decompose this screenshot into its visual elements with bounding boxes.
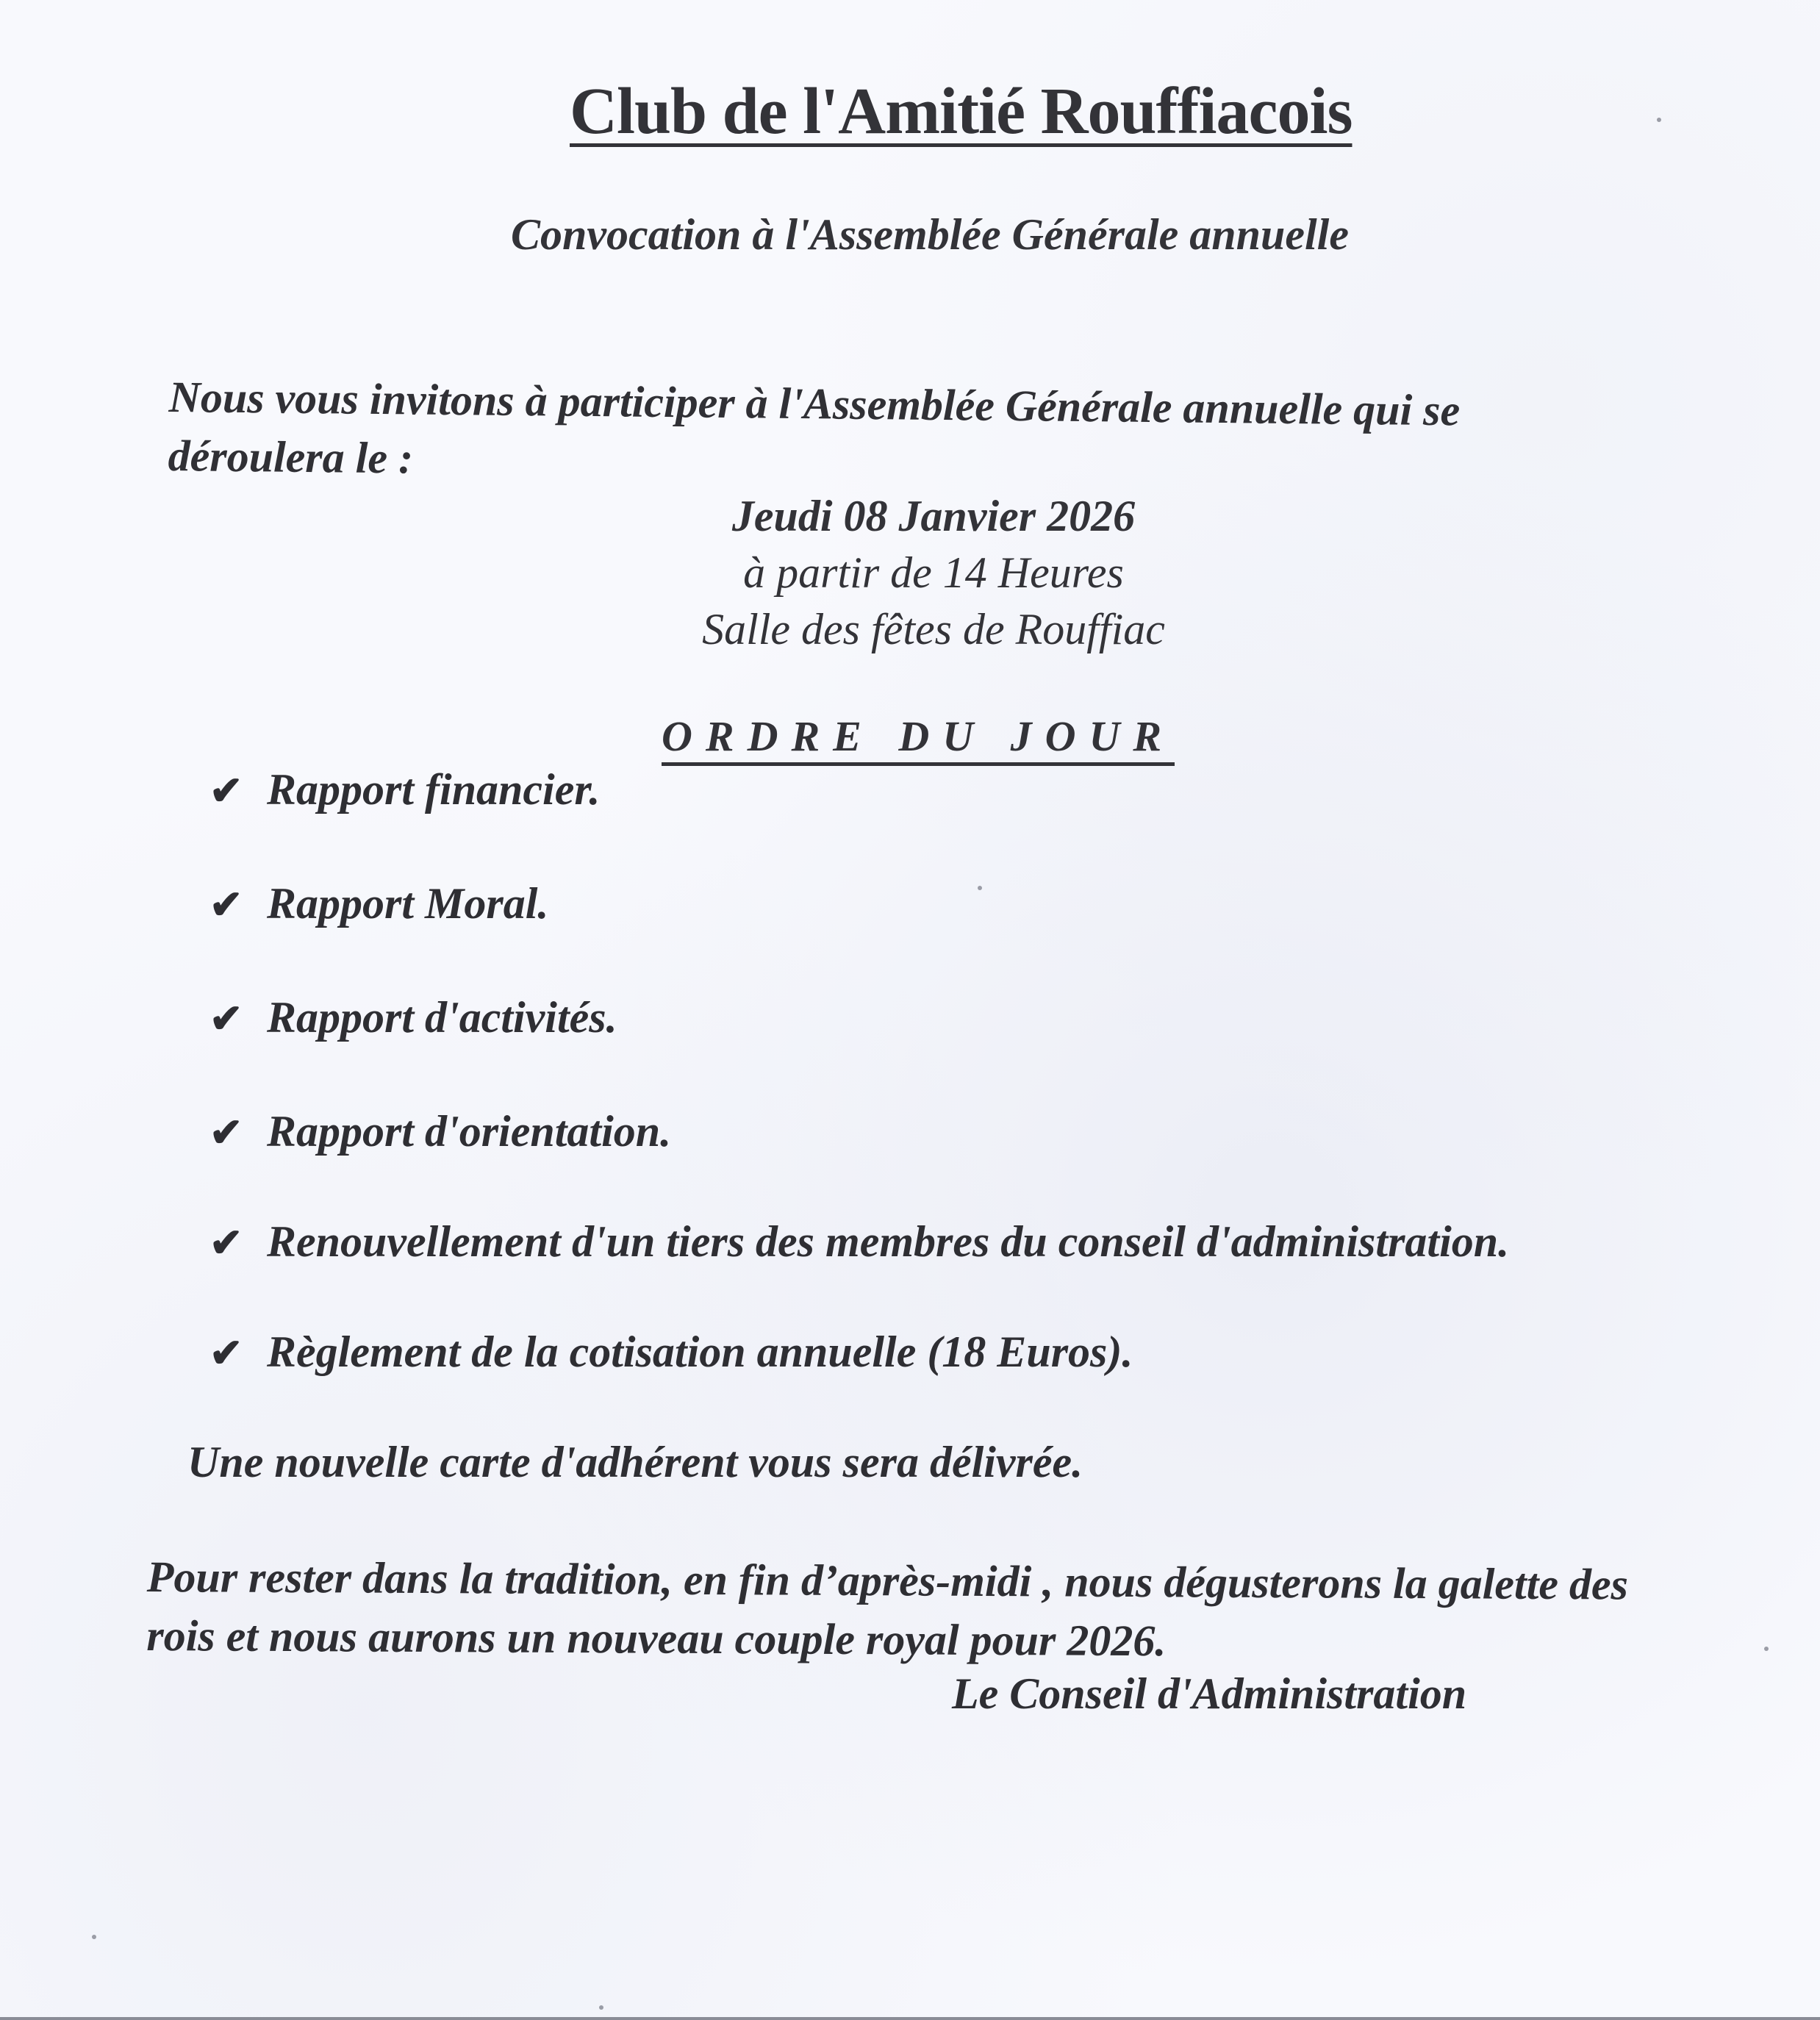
speck <box>1657 118 1661 122</box>
speck <box>978 886 982 890</box>
signature: Le Conseil d'Administration <box>952 1669 1467 1718</box>
agenda-title: ORDRE DU JOUR <box>662 712 1175 766</box>
membership-card-note: Une nouvelle carte d'adhérent vous sera délivrée. <box>187 1438 1083 1486</box>
document-subtitle: Convocation à l'Assemblée Générale annuelle <box>511 210 1349 259</box>
check-icon: ✔ <box>209 1221 243 1265</box>
agenda-item-label: Rapport financier. <box>267 765 601 814</box>
event-time: à partir de 14 Heures <box>743 548 1124 597</box>
agenda-item <box>209 764 600 815</box>
check-icon: ✔ <box>209 1111 243 1155</box>
agenda-item <box>209 1327 1133 1378</box>
agenda-item-label: Rapport d'orientation. <box>267 1107 672 1156</box>
check-icon: ✔ <box>209 1331 243 1375</box>
check-icon: ✔ <box>209 997 243 1041</box>
document-title: Club de l'Amitié Rouffiacois <box>570 75 1353 148</box>
agenda-item <box>209 1106 671 1157</box>
agenda-item-label: Rapport Moral. <box>267 879 549 928</box>
closing-paragraph: Pour rester dans la tradition, en fin d’après-midi , nous dégusterons la galette des rois et nous aurons un nouveau couple royal pour 2026. <box>146 1552 1629 1666</box>
agenda-item <box>209 878 548 929</box>
agenda-item-label: Rapport d'activités. <box>267 993 617 1042</box>
check-icon: ✔ <box>209 769 243 813</box>
agenda-item <box>209 1217 1509 1267</box>
check-icon: ✔ <box>209 883 243 927</box>
agenda-item <box>209 992 617 1043</box>
event-date: Jeudi 08 Janvier 2026 <box>731 492 1136 540</box>
intro-paragraph: Nous vous invitons à participer à l'Assemblée Générale annuelle qui se déroulera le : <box>168 372 1461 483</box>
agenda-item-label: Renouvellement d'un tiers des membres du conseil d'administration. <box>267 1217 1510 1266</box>
speck <box>1764 1647 1769 1651</box>
scan-edge <box>0 2017 1820 2020</box>
speck <box>92 1935 96 1939</box>
speck <box>599 2005 603 2010</box>
event-place: Salle des fêtes de Rouffiac <box>702 605 1165 653</box>
agenda-item-label: Règlement de la cotisation annuelle (18 Euros). <box>267 1328 1133 1376</box>
